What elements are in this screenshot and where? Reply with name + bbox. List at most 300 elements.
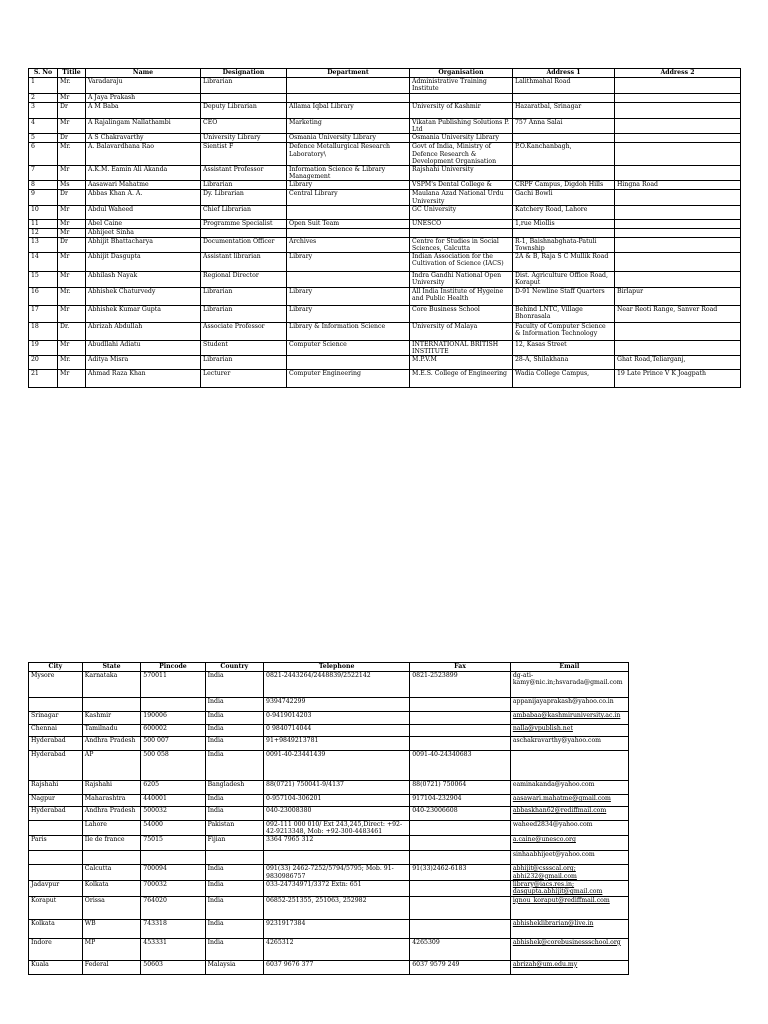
table-cell: Orissa (82, 896, 140, 919)
table-cell: Librarian (201, 287, 287, 305)
table-cell: 15 (29, 272, 58, 287)
table-cell: Abhishek Kumar Gupta (86, 305, 201, 322)
table-cell: Library (287, 181, 410, 190)
table-cell: 5 (29, 134, 58, 143)
table-cell: Bangladesh (205, 781, 263, 795)
table-cell: India (205, 725, 263, 737)
table-cell: Dr. (58, 322, 86, 340)
table-cell: Lecturer (201, 370, 287, 388)
table-cell (410, 698, 511, 712)
table-cell: 6 (29, 143, 58, 166)
table-cell (615, 253, 741, 272)
table-cell (615, 143, 741, 166)
table-cell: 2 (29, 94, 58, 103)
table-row (29, 103, 741, 119)
table-cell[interactable]: a.caine@unesco.org (510, 836, 628, 851)
table-row (29, 253, 741, 272)
table-cell: 17 (29, 305, 58, 322)
column-header: Country (205, 663, 263, 672)
table-cell (513, 166, 615, 181)
table-cell (201, 228, 287, 237)
table-cell: eaminakanda@yahoo.com (510, 781, 628, 795)
table-cell[interactable]: aasawari.mahatme@gmail.com (510, 795, 628, 807)
table-cell: Abdul Waheed (86, 205, 201, 219)
column-header: Titile (58, 69, 86, 78)
table-cell: Karnataka (82, 672, 140, 698)
table-cell: Near Reoti Range, Sanver Road (615, 305, 741, 322)
table-cell (287, 356, 410, 370)
table-cell: P.O.Kanchanbagh, (513, 143, 615, 166)
table-row (29, 672, 629, 698)
table-row (29, 190, 741, 205)
table-row (29, 305, 741, 322)
table-cell: Mr. (58, 356, 86, 370)
table-row (29, 851, 629, 865)
table-cell: Faculty of Computer Science & Information Technology (513, 322, 615, 340)
contacts-table-part2 (28, 662, 629, 975)
table-cell[interactable]: abrizah@um.edu.my (510, 960, 628, 974)
table-cell: 75015 (141, 836, 205, 851)
table-row (29, 712, 629, 725)
table-cell: Kolkata (29, 919, 83, 938)
table-cell (615, 340, 741, 355)
table-cell: sinhaabhijeet@yahoo.com (510, 851, 628, 865)
table-cell: India (205, 672, 263, 698)
table-cell: Ghat Road,Teliarganj, (615, 356, 741, 370)
table-cell: VSPM's Dental College & (410, 181, 513, 190)
table-cell: Allama Iqbal Library (287, 103, 410, 119)
table-cell (513, 94, 615, 103)
table-cell: Dr (58, 190, 86, 205)
table-cell: Maharashtra (82, 795, 140, 807)
table-cell: India (205, 698, 263, 712)
table-cell (287, 205, 410, 219)
table-cell (410, 737, 511, 751)
table-cell: 16 (29, 287, 58, 305)
table-cell: Librarian (201, 356, 287, 370)
table-cell: Documentation Officer (201, 237, 287, 252)
table-cell: 764020 (141, 896, 205, 919)
table-cell (82, 698, 140, 712)
table-cell (287, 94, 410, 103)
table-row (29, 781, 629, 795)
table-cell: 3 (29, 103, 58, 119)
table-cell[interactable]: library@iacs.res.in; dasgupta.abhijit@gmail.com (510, 880, 628, 896)
table-cell: A.K.M. Eamin Ali Akanda (86, 166, 201, 181)
table-row (29, 143, 741, 166)
table-cell[interactable]: abhijit@cssscal.org; abhi232@gmail.com (510, 865, 628, 880)
table-cell: Dr (58, 134, 86, 143)
table-cell: WB (82, 919, 140, 938)
table-cell: 06852-251355, 251063, 252982 (264, 896, 410, 919)
column-header: Department (287, 69, 410, 78)
table-cell: 040-23008380 (264, 807, 410, 821)
column-header: Designation (201, 69, 287, 78)
table-row (29, 960, 629, 974)
table-cell: 917104-232904 (410, 795, 511, 807)
table-cell: India (205, 807, 263, 821)
table-cell: India (205, 896, 263, 919)
table-cell: All India Institute of Hygeine and Public Health (410, 287, 513, 305)
table-cell: Nagpur (29, 795, 83, 807)
table-cell: 0-9419014203 (264, 712, 410, 725)
table-row (29, 322, 741, 340)
table-cell: Hyderabad (29, 807, 83, 821)
table-cell: Abhilash Nayak (86, 272, 201, 287)
table-cell: Calcutta (82, 865, 140, 880)
table-row (29, 119, 741, 134)
table-cell: 190006 (141, 712, 205, 725)
table-cell: Student (201, 340, 287, 355)
column-header: Address 2 (615, 69, 741, 78)
table-cell: Library (287, 253, 410, 272)
table-cell (513, 228, 615, 237)
table-cell: Gachi Bowli (513, 190, 615, 205)
table-cell: 21 (29, 370, 58, 388)
table-cell: 0821-2523899 (410, 672, 511, 698)
column-header: City (29, 663, 83, 672)
table-cell: Paris (29, 836, 83, 851)
table-row (29, 340, 741, 355)
table-cell: 500 058 (141, 751, 205, 781)
column-header: S. No (29, 69, 58, 78)
column-header: Telephone (264, 663, 410, 672)
table-cell: Aditya Misra (86, 356, 201, 370)
table-cell: 19 (29, 340, 58, 355)
table-cell: 9 (29, 190, 58, 205)
table-cell: Centre for Studies in Social Sciences, Calcutta (410, 237, 513, 252)
table-cell (29, 851, 83, 865)
table-cell: Dr (58, 237, 86, 252)
table-cell: Jadavpur (29, 880, 83, 896)
table-cell (410, 880, 511, 896)
table-cell: Osmania University Library (287, 134, 410, 143)
table-cell: Koraput (29, 896, 83, 919)
table-cell: 0091-40-24340683 (410, 751, 511, 781)
table-cell: M.P.V.M (410, 356, 513, 370)
table-cell: Abbas Khan A. A. (86, 190, 201, 205)
table-cell: University Library (201, 134, 287, 143)
table-cell: AP (82, 751, 140, 781)
table-cell: A. Balavardhana Rao (86, 143, 201, 166)
table-cell: Library (287, 305, 410, 322)
table-cell: Katchery Road, Lahore (513, 205, 615, 219)
table-cell: 10 (29, 205, 58, 219)
table-cell: Behind LNTC, Village Bhonrasala (513, 305, 615, 322)
table-cell: 50603 (141, 960, 205, 974)
table-cell (410, 725, 511, 737)
table-cell: Lalithmahal Road (513, 78, 615, 94)
table-cell: 0821-2443264/2448839/2522142 (264, 672, 410, 698)
table-cell: Indian Association for the Cultivation of Science (IACS) (410, 253, 513, 272)
table-cell (82, 851, 140, 865)
table-cell: Mr (58, 219, 86, 228)
table-cell: Mr. (58, 143, 86, 166)
table-row (29, 698, 629, 712)
table-cell: Archives (287, 237, 410, 252)
table-cell: A M Baba (86, 103, 201, 119)
table-cell (615, 205, 741, 219)
table-cell: 91+9849213781 (264, 737, 410, 751)
table-cell: Dr (58, 103, 86, 119)
table-cell: Hazaratbal, Srinagar (513, 103, 615, 119)
table-cell: 14 (29, 253, 58, 272)
table-cell: Chief Librarian (201, 205, 287, 219)
table-cell: Andhra Pradesh (82, 737, 140, 751)
table-cell (287, 272, 410, 287)
table-cell: Mr (58, 305, 86, 322)
table-cell: appanijayaprakash@yahoo.co.in (510, 698, 628, 712)
table-cell: Assistant Professor (201, 166, 287, 181)
table-cell (615, 134, 741, 143)
table-cell: Marketing (287, 119, 410, 134)
table-cell: 0-957104-306201 (264, 795, 410, 807)
table-row (29, 836, 629, 851)
table-cell: 28-A, Shilakhana (513, 356, 615, 370)
table-cell (615, 166, 741, 181)
table-cell: Dist. Agriculture Office Road, Koraput (513, 272, 615, 287)
table-cell: Mysore (29, 672, 83, 698)
table-cell: Associate Professor (201, 322, 287, 340)
table-cell: aschakravarthy@yahoo.com (510, 737, 628, 751)
table-cell: Osmania University Library (410, 134, 513, 143)
table-cell: 7 (29, 166, 58, 181)
column-header: Fax (410, 663, 511, 672)
table-cell (615, 272, 741, 287)
table-cell (205, 851, 263, 865)
table-cell (287, 78, 410, 94)
table-cell: Mr (58, 119, 86, 134)
table-row (29, 725, 629, 737)
table-cell: MP (82, 938, 140, 960)
table-cell: CRPF Campus, Digdoh Hills (513, 181, 615, 190)
table-cell: Deputy Librarian (201, 103, 287, 119)
table-row (29, 751, 629, 781)
table-cell: Mr (58, 205, 86, 219)
table-cell: Wadia College Campus, (513, 370, 615, 388)
table-cell: Rajshahi University (410, 166, 513, 181)
table-cell: Mr (58, 166, 86, 181)
table-cell: Ile de france (82, 836, 140, 851)
table-cell: Tamilnadu (82, 725, 140, 737)
table-row (29, 237, 741, 252)
table-cell: India (205, 795, 263, 807)
table-cell: Library & Information Science (287, 322, 410, 340)
table-cell: 500032 (141, 807, 205, 821)
table-cell: Chennai (29, 725, 83, 737)
table-row (29, 181, 741, 190)
table-cell: Abel Caine (86, 219, 201, 228)
table-cell (615, 219, 741, 228)
table-cell: 19 Late Prince V K Joagpath (615, 370, 741, 388)
table-cell: 18 (29, 322, 58, 340)
table-cell: India (205, 865, 263, 880)
table-cell: A Rajalingam Nallathambi (86, 119, 201, 134)
table-cell: 6037 9676 377 (264, 960, 410, 974)
table-cell: India (205, 919, 263, 938)
table-cell: Abhijeet Sinha (86, 228, 201, 237)
table-cell: 570011 (141, 672, 205, 698)
table-cell: Library (287, 287, 410, 305)
table-cell: waheed2834@yahoo.com (510, 821, 628, 836)
table-row (29, 896, 629, 919)
table-cell (410, 821, 511, 836)
table-cell: 040-23006608 (410, 807, 511, 821)
table-cell (29, 865, 83, 880)
column-header: Name (86, 69, 201, 78)
table-cell[interactable]: ambabaa@kashmiruniversity.ac.in (510, 712, 628, 725)
table2-header-row (29, 663, 629, 672)
table-cell[interactable]: abhishek@corebusinessschool.org (510, 938, 628, 960)
table-cell: 3364 7965 312 (264, 836, 410, 851)
table-cell (615, 322, 741, 340)
table-row (29, 219, 741, 228)
table-cell: Kuala (29, 960, 83, 974)
column-header: Email (510, 663, 628, 672)
table-cell: Ahmad Raza Khan (86, 370, 201, 388)
contacts-table-part1 (28, 68, 741, 388)
table-cell: 0091-40-23441439 (264, 751, 410, 781)
column-header: Pincode (141, 663, 205, 672)
table-cell: Srinagar (29, 712, 83, 725)
table-cell (29, 821, 83, 836)
table-cell: Dy. Librarian (201, 190, 287, 205)
table-cell: 12, Kasas Street (513, 340, 615, 355)
table-cell: Hingna Road (615, 181, 741, 190)
table-cell: 453331 (141, 938, 205, 960)
table-row (29, 880, 629, 896)
table-cell[interactable]: abbaskhan62@rediffmail.com (510, 807, 628, 821)
table-cell (615, 94, 741, 103)
table-cell: UNESCO (410, 219, 513, 228)
table-cell: India (205, 751, 263, 781)
table-cell: 700094 (141, 865, 205, 880)
table-cell: Mr (58, 340, 86, 355)
table-cell: CEO (201, 119, 287, 134)
table-cell: India (205, 712, 263, 725)
column-header: State (82, 663, 140, 672)
table-cell: Librarian (201, 78, 287, 94)
table-cell: dg-ati-kamy@nic.in;hsvarada@gmail.com (510, 672, 628, 698)
table-cell: GC University (410, 205, 513, 219)
table-cell: University of Malaya (410, 322, 513, 340)
table-cell: Fijian (205, 836, 263, 851)
column-header: Organisation (410, 69, 513, 78)
table-cell: Mr. (58, 287, 86, 305)
table-cell (410, 836, 511, 851)
table-row (29, 94, 741, 103)
table-cell: 4 (29, 119, 58, 134)
table-cell (29, 698, 83, 712)
table-cell: 033-24734971/3372 Extn: 651 (264, 880, 410, 896)
table-cell: Kashmir (82, 712, 140, 725)
table-cell: 9231917384 (264, 919, 410, 938)
column-header: Address 1 (513, 69, 615, 78)
table-cell: Varadaraju (86, 78, 201, 94)
table-cell: 54000 (141, 821, 205, 836)
table-cell: 2A & B, Raja S C Mullik Road (513, 253, 615, 272)
table-cell (201, 94, 287, 103)
table-row (29, 938, 629, 960)
table-cell: Lahore (82, 821, 140, 836)
table-cell: 091(33) 2462-7252/5794/5795; Mob. 91-9830986757 (264, 865, 410, 880)
table-row (29, 228, 741, 237)
table-cell: 0 9840714044 (264, 725, 410, 737)
table-cell: 12 (29, 228, 58, 237)
table-cell: 20 (29, 356, 58, 370)
table-cell: Malaysia (205, 960, 263, 974)
table-cell: 500 007 (141, 737, 205, 751)
table-row (29, 370, 741, 388)
table-cell[interactable]: nalla@vpublish.net (510, 725, 628, 737)
table-cell: INTERNATIONAL BRITISH INSTITUTE (410, 340, 513, 355)
table-row (29, 795, 629, 807)
table-row (29, 807, 629, 821)
table-cell: Govt of India, Ministry of Defence Research & Development Organisation (410, 143, 513, 166)
table-cell: 8 (29, 181, 58, 190)
table-cell (410, 712, 511, 725)
table-cell[interactable]: ignou_koraput@rediffmail.com (510, 896, 628, 919)
table-cell (141, 698, 205, 712)
table-cell: Abrizah Abdullah (86, 322, 201, 340)
table-cell: 600002 (141, 725, 205, 737)
table-cell: Open Suit Team (287, 219, 410, 228)
table-cell (264, 851, 410, 865)
table-cell (510, 751, 628, 781)
table-cell: 4265309 (410, 938, 511, 960)
table-cell: 743318 (141, 919, 205, 938)
table-cell: 1 (29, 78, 58, 94)
table-row (29, 272, 741, 287)
table-cell: R-1, Baishnabghata-Patuli Township (513, 237, 615, 252)
table-row (29, 821, 629, 836)
table-cell: Core Business School (410, 305, 513, 322)
table-row (29, 287, 741, 305)
table-cell: Andhra Pradesh (82, 807, 140, 821)
table-cell: Ms (58, 181, 86, 190)
table-cell: 91(33)2462-6183 (410, 865, 511, 880)
table-cell: 88(0721) 750064 (410, 781, 511, 795)
table-cell: 6037 9579 249 (410, 960, 511, 974)
table-cell: Hyderabad (29, 751, 83, 781)
table-cell: Administrative Training Institute (410, 78, 513, 94)
table-row (29, 737, 629, 751)
table-cell: Programme Specialist (201, 219, 287, 228)
table-cell (410, 228, 513, 237)
table-cell: Mr. (58, 78, 86, 94)
table-cell: Mr (58, 272, 86, 287)
table-cell (141, 851, 205, 865)
table-cell[interactable]: abhishekl​ibrarian@live.in (510, 919, 628, 938)
table-cell: Librarian (201, 305, 287, 322)
table-cell: Mr (58, 94, 86, 103)
table-cell: India (205, 737, 263, 751)
table-cell: Computer Science (287, 340, 410, 355)
table-cell: Abhijit Bhattacharya (86, 237, 201, 252)
table-row (29, 205, 741, 219)
table-cell: Mr (58, 228, 86, 237)
table-cell: Information Science & Library Management (287, 166, 410, 181)
table-cell: India (205, 880, 263, 896)
table-cell: Assistant librarian (201, 253, 287, 272)
table-cell: Pakistan (205, 821, 263, 836)
table-cell: Mr (58, 253, 86, 272)
table-cell (410, 919, 511, 938)
table-cell: 440001 (141, 795, 205, 807)
table-row (29, 356, 741, 370)
table-cell: Indore (29, 938, 83, 960)
table-cell: A Jaya Prakash (86, 94, 201, 103)
